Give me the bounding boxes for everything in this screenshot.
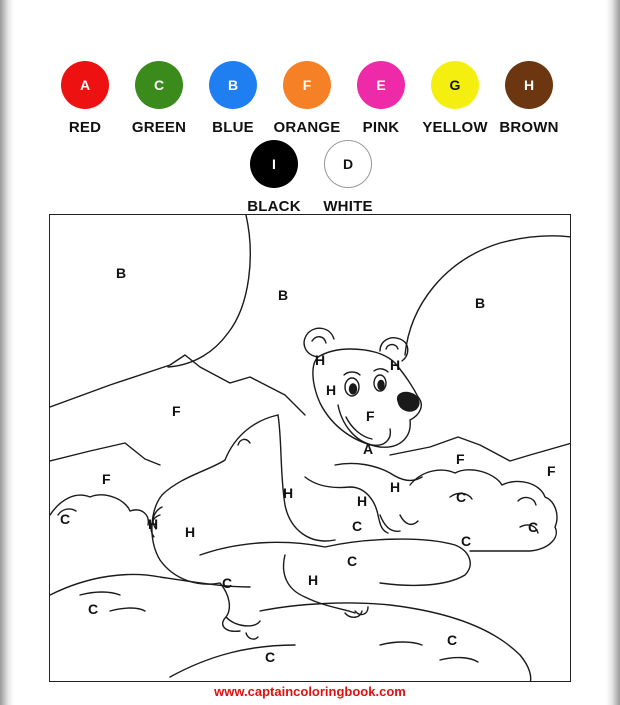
bear-scene-illustration (50, 215, 571, 682)
region-label: H (185, 524, 196, 540)
region-label: C (461, 533, 472, 549)
region-label: C (447, 632, 458, 648)
region-label: C (347, 553, 358, 569)
legend-name: RED (68, 119, 102, 136)
legend-code: B (227, 77, 239, 93)
legend-code: H (523, 77, 535, 93)
region-label: B (475, 295, 486, 311)
legend-swatch-red (45, 61, 125, 136)
legend-circle (431, 61, 479, 109)
region-label: C (456, 489, 467, 505)
region-label: F (366, 408, 375, 424)
legend-code: I (272, 156, 276, 172)
region-label: H (357, 493, 368, 509)
legend-circle (505, 61, 553, 109)
legend-code: C (153, 77, 165, 93)
region-label: H (315, 352, 326, 368)
region-label: C (60, 511, 71, 527)
legend-name: ORANGE (273, 119, 341, 136)
legend-swatch-yellow (415, 61, 495, 136)
legend-code: F (302, 77, 312, 93)
legend-circle (357, 61, 405, 109)
legend-circle (324, 140, 372, 188)
region-label: F (547, 463, 556, 479)
region-label: B (116, 265, 127, 281)
legend-name: GREEN (131, 119, 187, 136)
region-label: C (222, 575, 233, 591)
legend-code: E (376, 77, 386, 93)
legend-circle (209, 61, 257, 109)
region-label: H (283, 485, 294, 501)
legend-name: WHITE (323, 198, 373, 215)
region-label: H (390, 479, 401, 495)
region-label: C (352, 518, 363, 534)
legend-circle (283, 61, 331, 109)
region-label: H (390, 357, 401, 373)
legend-swatch-green (119, 61, 199, 136)
coloring-artwork (49, 214, 571, 682)
legend-circle (250, 140, 298, 188)
region-label: C (265, 649, 276, 665)
legend-swatch-orange (267, 61, 347, 136)
region-label: F (102, 471, 111, 487)
page-shadow-left (0, 0, 14, 705)
legend-swatch-blue (193, 61, 273, 136)
legend-name: BLUE (212, 119, 254, 136)
page-shadow-right (606, 0, 620, 705)
region-label: A (363, 441, 374, 457)
region-label: C (528, 519, 539, 535)
legend-code: D (342, 156, 354, 172)
region-label: C (88, 601, 99, 617)
region-label: H (326, 382, 337, 398)
region-label: H (308, 572, 319, 588)
legend-swatch-black (234, 140, 314, 215)
legend-swatch-pink (341, 61, 421, 136)
region-label: F (456, 451, 465, 467)
legend-code: G (449, 77, 461, 93)
legend-swatch-white (308, 140, 388, 215)
legend-circle (135, 61, 183, 109)
legend-name: BLACK (247, 198, 301, 215)
region-label: H (148, 516, 159, 532)
legend-circle (61, 61, 109, 109)
region-label: F (172, 403, 181, 419)
legend-name: PINK (362, 119, 400, 136)
legend-name: YELLOW (422, 119, 488, 136)
legend-name: BROWN (499, 119, 559, 136)
legend-swatch-brown (489, 61, 569, 136)
region-label: B (278, 287, 289, 303)
website-footer: www.captaincoloringbook.com (214, 684, 406, 699)
legend-code: A (79, 77, 91, 93)
